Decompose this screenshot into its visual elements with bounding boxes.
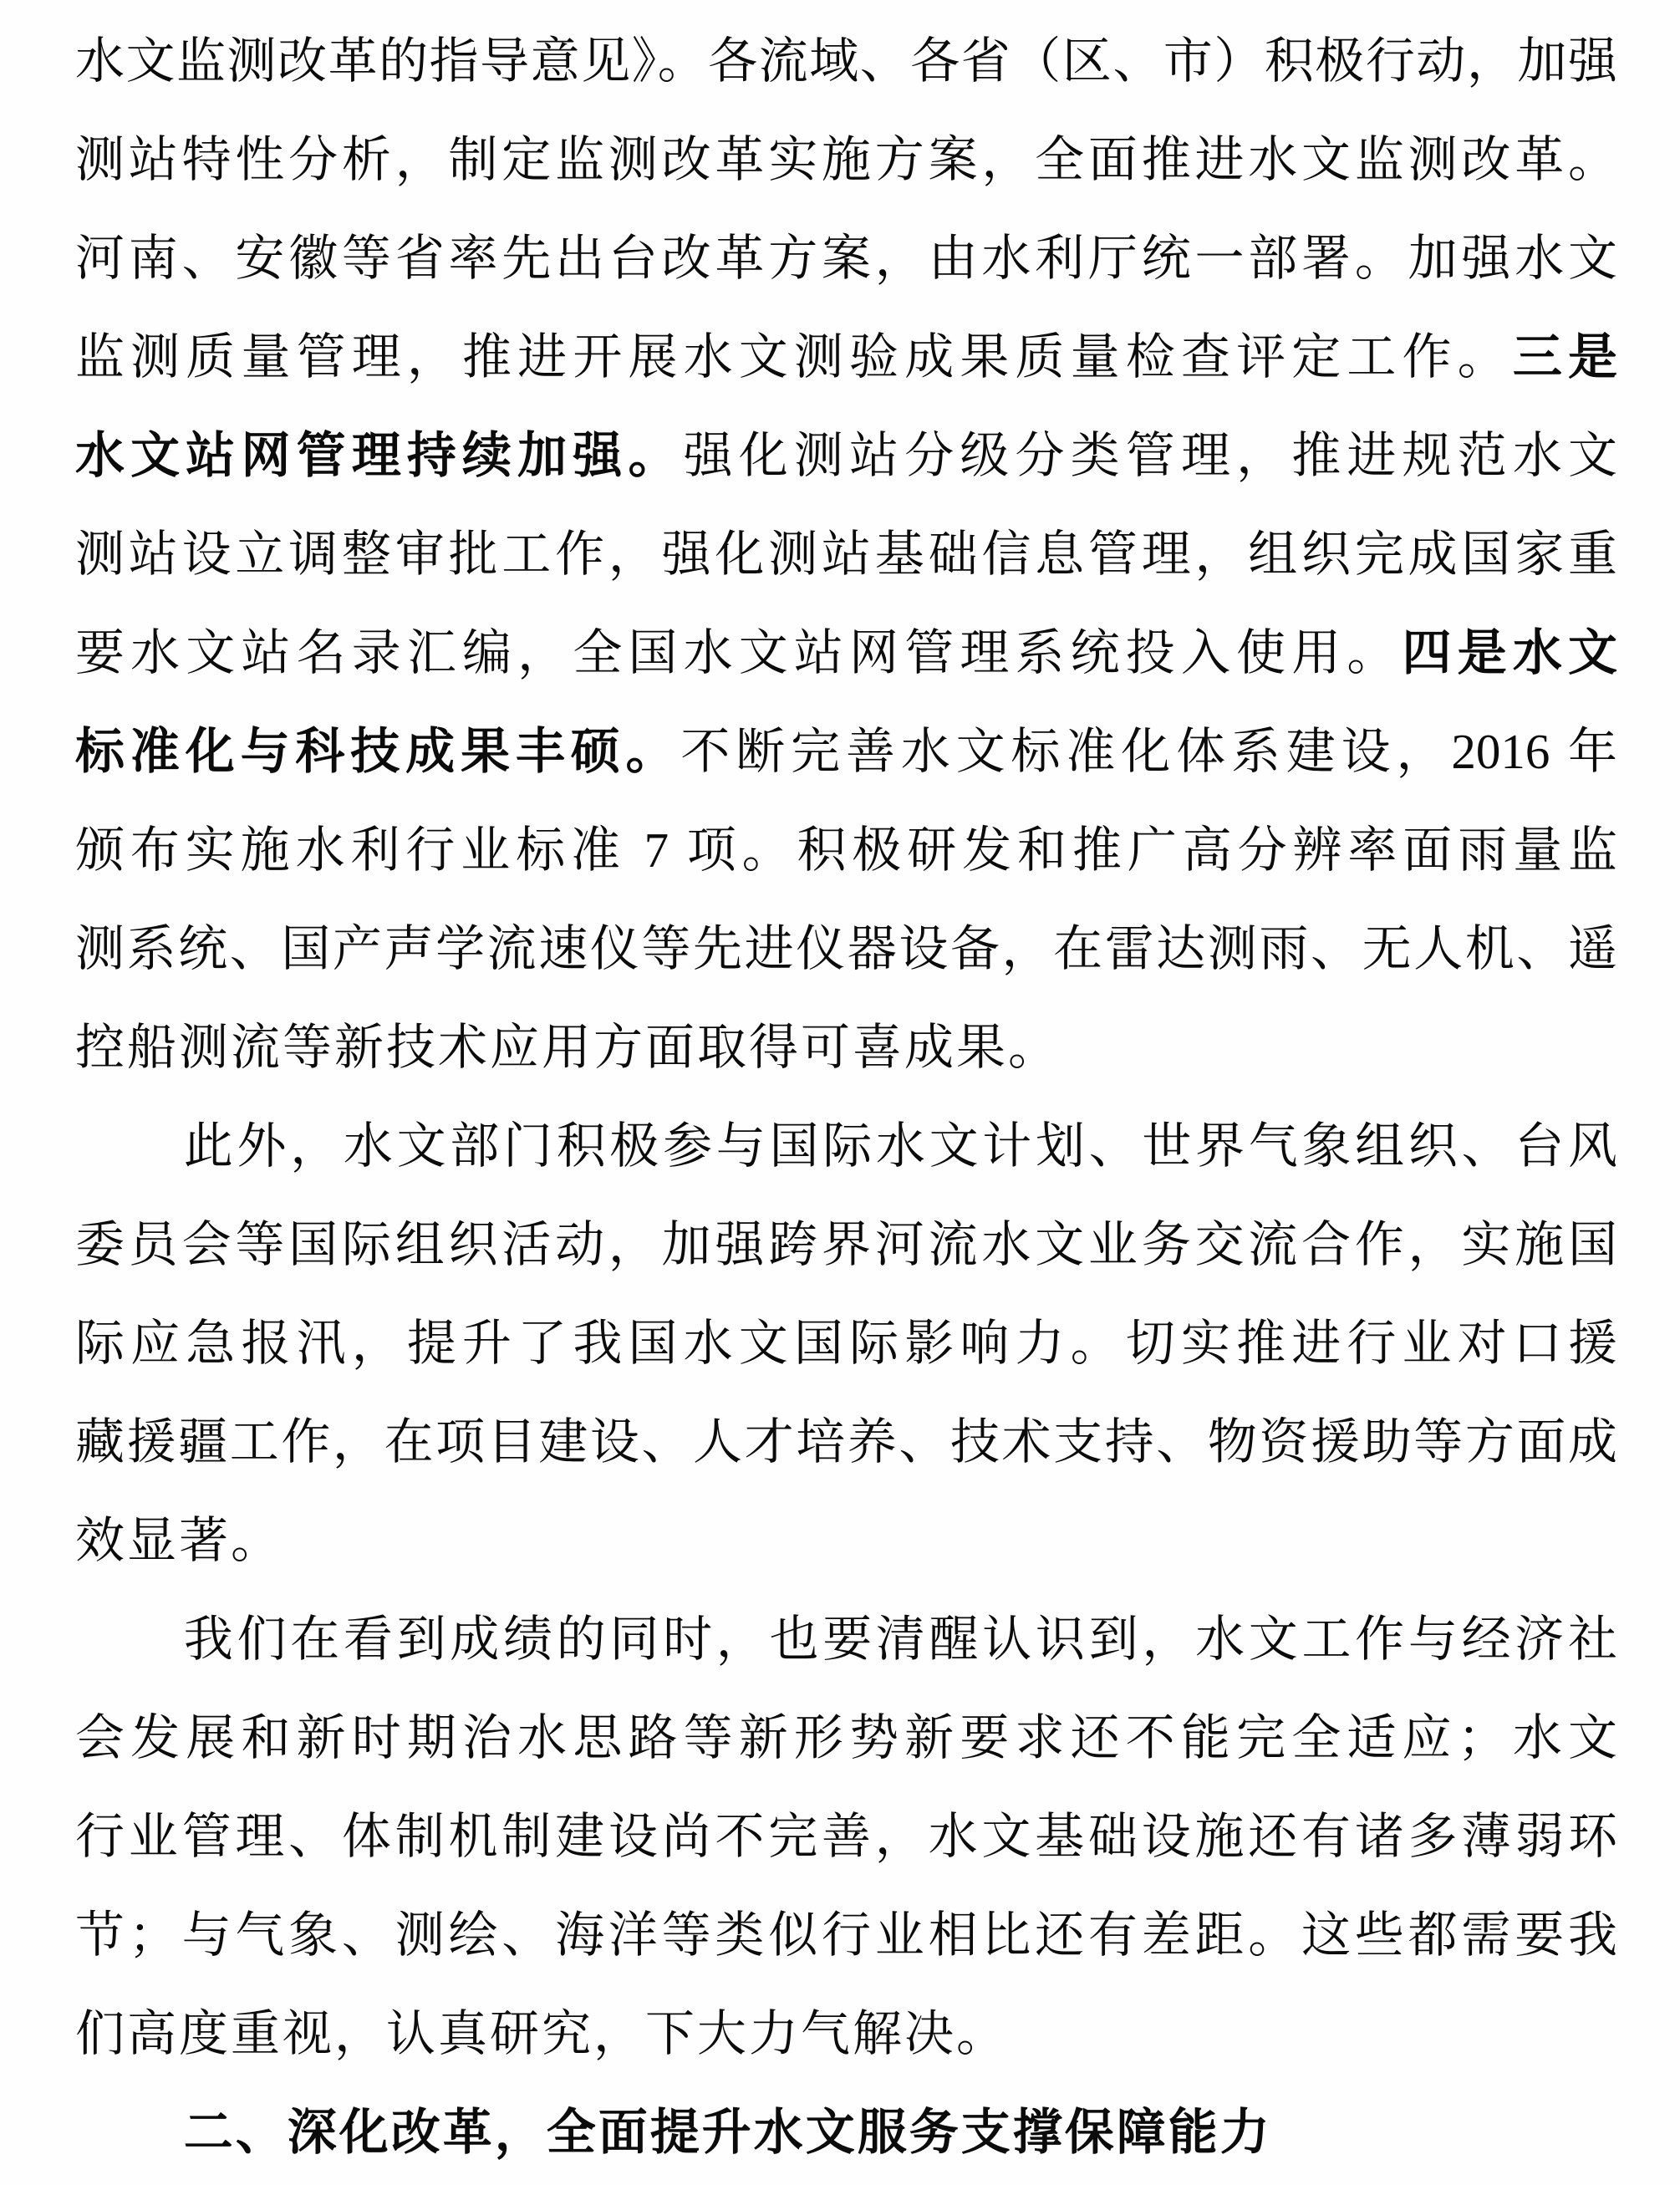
text-line-5 bbox=[75, 406, 1617, 505]
text-line-6 bbox=[75, 505, 1617, 604]
text-line-18 bbox=[75, 1688, 1617, 1787]
text-line-19 bbox=[75, 1787, 1617, 1886]
text-line-12 bbox=[75, 1097, 1617, 1195]
section-heading bbox=[75, 2083, 1617, 2182]
text-segment: 强化测站分级分类管理，推进规范水文 bbox=[683, 428, 1617, 483]
text-segment: 测系统、国产声学流速仪等先进仪器设备，在雷达测雨、无人机、遥 bbox=[75, 921, 1617, 976]
text-line-20 bbox=[75, 1886, 1617, 1984]
text-segment: 颁布实施水利行业标准 7 项。积极研发和推广高分辨率面雨量监 bbox=[75, 823, 1617, 878]
text-line-14 bbox=[75, 1294, 1617, 1393]
text-segment: 水文监测改革的指导意见》。各流域、各省（区、市）积极行动，加强 bbox=[75, 33, 1617, 89]
text-segment: 监测质量管理，推进开展水文测验成果质量检查评定工作。 bbox=[75, 329, 1513, 385]
text-line-16 bbox=[75, 1491, 1617, 1590]
text-segment: 测站特性分析，制定监测改革实施方案，全面推进水文监测改革。 bbox=[75, 132, 1617, 187]
text-segment: 效显著。 bbox=[75, 1513, 283, 1568]
text-segment: 我们在看到成绩的同时，也要清醒认识到，水文工作与经济社 bbox=[183, 1612, 1617, 1667]
text-segment: 此外，水文部门积极参与国际水文计划、世界气象组织、台风 bbox=[183, 1118, 1617, 1174]
text-segment: 藏援疆工作，在项目建设、人才培养、技术支持、物资援助等方面成 bbox=[75, 1414, 1617, 1469]
text-segment: 们高度重视，认真研究，下大力气解决。 bbox=[75, 2006, 1009, 2061]
text-line-11 bbox=[75, 998, 1617, 1097]
text-segment: 节；与气象、测绘、海洋等类似行业相比还有差距。这些都需要我 bbox=[75, 1907, 1617, 1963]
text-line-8 bbox=[75, 702, 1617, 801]
text-segment: 测站设立调整审批工作，强化测站基础信息管理，组织完成国家重 bbox=[75, 527, 1617, 582]
text-line-1 bbox=[75, 12, 1617, 110]
text-line-10 bbox=[75, 899, 1617, 998]
text-line-2 bbox=[75, 110, 1617, 209]
text-line-4 bbox=[75, 308, 1617, 406]
text-line-9 bbox=[75, 801, 1617, 899]
text-line-15 bbox=[75, 1393, 1617, 1491]
text-line-17 bbox=[75, 1590, 1617, 1688]
document-text-block bbox=[75, 12, 1617, 2182]
text-segment: 控船测流等新技术应用方面取得可喜成果。 bbox=[75, 1020, 1061, 1075]
text-line-7 bbox=[75, 604, 1617, 702]
emphasized-text-segment: 二、深化改革，全面提升水文服务支撑保障能力 bbox=[183, 2105, 1272, 2160]
text-segment: 不断完善水文标准化体系建设，2016 年 bbox=[680, 724, 1617, 779]
text-segment: 行业管理、体制机制建设尚不完善，水文基础设施还有诸多薄弱环 bbox=[75, 1809, 1617, 1864]
text-line-21 bbox=[75, 1984, 1617, 2083]
text-line-3 bbox=[75, 209, 1617, 308]
emphasized-text-segment: 标准化与科技成果丰硕。 bbox=[75, 724, 681, 779]
emphasized-text-segment: 水文站网管理持续加强。 bbox=[75, 428, 684, 483]
emphasized-text-segment: 四是水文 bbox=[1402, 625, 1617, 680]
text-segment: 河南、安徽等省率先出台改革方案，由水利厅统一部署。加强水文 bbox=[75, 231, 1617, 286]
text-segment: 要水文站名录汇编，全国水文站网管理系统投入使用。 bbox=[75, 625, 1403, 680]
text-line-13 bbox=[75, 1195, 1617, 1294]
text-segment: 委员会等国际组织活动，加强跨界河流水文业务交流合作，实施国 bbox=[75, 1217, 1617, 1272]
emphasized-text-segment: 三是 bbox=[1512, 329, 1617, 385]
text-segment: 际应急报汛，提升了我国水文国际影响力。切实推进行业对口援 bbox=[75, 1316, 1617, 1371]
text-segment: 会发展和新时期治水思路等新形势新要求还不能完全适应；水文 bbox=[75, 1710, 1617, 1765]
